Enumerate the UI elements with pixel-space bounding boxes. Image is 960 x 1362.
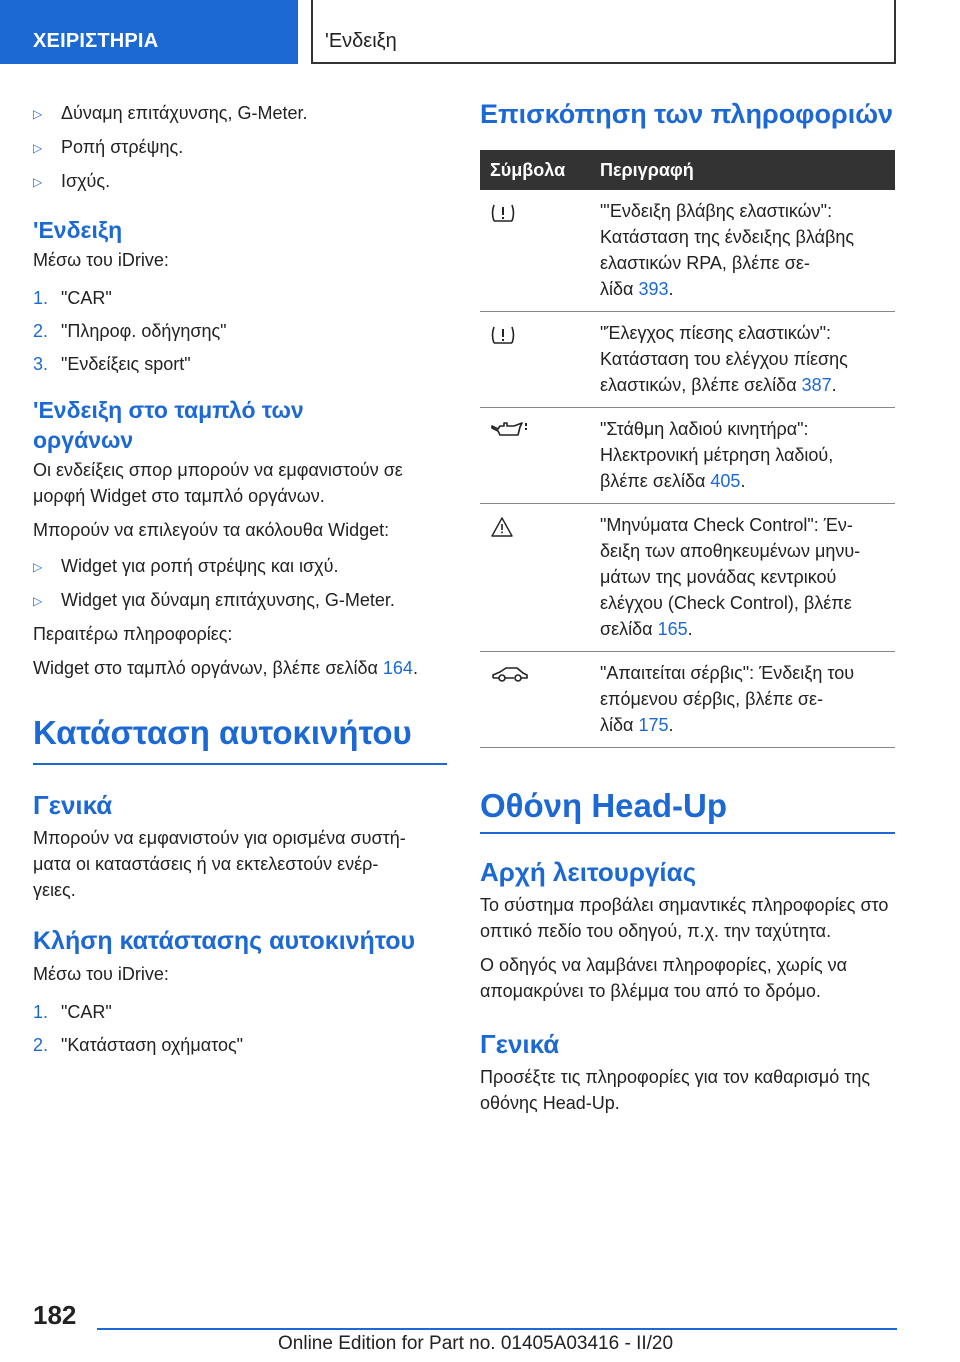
page-link[interactable]: 405: [710, 471, 741, 491]
list-item: ▷ Ροπή στρέψης.: [33, 134, 447, 161]
heading-overview: Επισκόπηση των πληροφοριών: [480, 99, 894, 129]
heading-endeixi: 'Ενδειξη: [33, 217, 123, 243]
list-item: ▷ Widget για δύναμη επιτάχυνσης, G-Meter.: [33, 587, 447, 614]
chapter-title: 'Ενδειξη: [325, 30, 397, 52]
triangle-bullet-icon: ▷: [33, 560, 43, 574]
list-item: 1. "CAR": [33, 288, 112, 308]
tire-pressure-icon: [490, 324, 516, 346]
page-link[interactable]: 175: [638, 715, 669, 735]
edition-text: Online Edition for Part no. 01405A03416 - II/20: [278, 1333, 674, 1354]
page-link[interactable]: 387: [801, 375, 832, 395]
widget-reference: Widget στο ταμπλό οργάνων, βλέπε σελίδα 164.: [33, 658, 418, 678]
list-item: 3. "Ενδείξεις sport": [33, 354, 191, 374]
right-column: [480, 98, 895, 1124]
table-header-row: [480, 150, 895, 190]
page-link[interactable]: 164: [382, 658, 413, 678]
dashboard-paragraph: Οι ενδείξεις σπορ μπορούν να εμφανιστούν σε μορφή Widget στο ταμπλό οργάνων.: [33, 460, 403, 506]
triangle-bullet-icon: ▷: [33, 107, 43, 121]
principle-paragraph-1: Το σύστημα προβάλει σημαντικές πληροφορίες στο οπτικό πεδίο του οδηγού, π.χ. την ταχύτητα.: [480, 895, 889, 941]
via-idrive-text: Μέσω του iDrive:: [33, 964, 169, 984]
steps-list-sport: [33, 285, 447, 377]
column-header-symbol: Σύμβολα: [480, 150, 600, 190]
page-number: 182: [33, 1300, 77, 1330]
section-title: ΧΕΙΡΙΣΤΗΡΙΑ: [33, 30, 159, 52]
table-row: "Απαιτείται σέρβις": Ένδειξη του επόμενου σέρβις, βλέπε σε- λίδα 175.: [480, 652, 895, 748]
table-row: "'Ενδειξη βλάβης ελαστικών": Κατάσταση της ένδειξης βλάβης ελαστικών RPA, βλέπε σε- λίδα 393.: [480, 190, 895, 312]
warning-triangle-icon: [490, 516, 514, 538]
triangle-bullet-icon: ▷: [33, 594, 43, 608]
general-paragraph: Μπορούν να εμφανιστούν για ορισμένα συστή- ματα οι καταστάσεις ή να εκτελεστούν ενέρ- γειες.: [33, 828, 406, 900]
list-item: 2. "Κατάσταση οχήματος": [33, 1035, 244, 1055]
column-header-description: Περιγραφή: [600, 150, 895, 190]
bullet-list-widgets: [33, 553, 447, 614]
heading-general-headup: Γενικά: [480, 1029, 560, 1059]
principle-paragraph-2: Ο οδηγός να λαμβάνει πληροφορίες, χωρίς να απομακρύνει το βλέμμα του από το δρόμο.: [480, 955, 848, 1001]
footer-divider: [97, 1328, 897, 1330]
widgets-intro: Μπορούν να επιλεγούν τα ακόλουθα Widget:: [33, 520, 390, 540]
more-info-label: Περαιτέρω πληροφορίες:: [33, 624, 233, 644]
table-row: "Στάθμη λαδιού κινητήρα": Ηλεκτρονική μέτρηση λαδιού, βλέπε σελίδα 405.: [480, 408, 895, 504]
bullet-list-measures: [33, 100, 447, 195]
oil-can-icon: [490, 420, 530, 442]
heading-vehicle-status: Κατάσταση αυτοκινήτου: [33, 713, 447, 765]
chapter-header: [311, 0, 896, 64]
heading-headup: Οθόνη Head-Up: [480, 786, 895, 834]
triangle-bullet-icon: ▷: [33, 141, 43, 155]
list-item: ▷ Δύναμη επιτάχυνσης, G-Meter.: [33, 100, 447, 127]
heading-dashboard: 'Ενδειξη στο ταμπλό των οργάνων: [33, 397, 304, 453]
heading-principle: Αρχή λειτουργίας: [480, 857, 697, 887]
page-link[interactable]: 393: [638, 279, 669, 299]
table-row: "Έλεγχος πίεσης ελαστικών": Κατάσταση του ελέγχου πίεσης ελαστικών, βλέπε σελίδα 387.: [480, 312, 895, 408]
list-item: ▷ Widget για ροπή στρέψης και ισχύ.: [33, 553, 447, 580]
tire-warning-icon: [490, 202, 516, 224]
general-headup-paragraph: Προσέξτε τις πληροφορίες για τον καθαρισμό της οθόνης Head-Up.: [480, 1067, 871, 1113]
heading-general: Γενικά: [33, 790, 113, 820]
list-item: 1. "CAR": [33, 1002, 112, 1022]
page-link[interactable]: 165: [657, 619, 688, 639]
symbols-table: [480, 150, 895, 748]
left-column: [33, 100, 447, 1065]
table-row: "Μηνύματα Check Control": Έν- δειξη των αποθηκευμένων μηνυ- μάτων της μονάδας κεντρικού ελέγχου (Check Control), βλέπε σελίδα 165.: [480, 504, 895, 652]
list-item: ▷ Ισχύς.: [33, 168, 447, 195]
service-car-icon: [490, 664, 530, 686]
list-item: 2. "Πληροφ. οδήγησης": [33, 321, 227, 341]
triangle-bullet-icon: ▷: [33, 175, 43, 189]
section-tab: [0, 0, 298, 64]
heading-call-status: Κλήση κατάστασης αυτοκινήτου: [33, 927, 416, 955]
via-idrive-text: Μέσω του iDrive:: [33, 250, 169, 270]
steps-list-status: [33, 999, 447, 1058]
